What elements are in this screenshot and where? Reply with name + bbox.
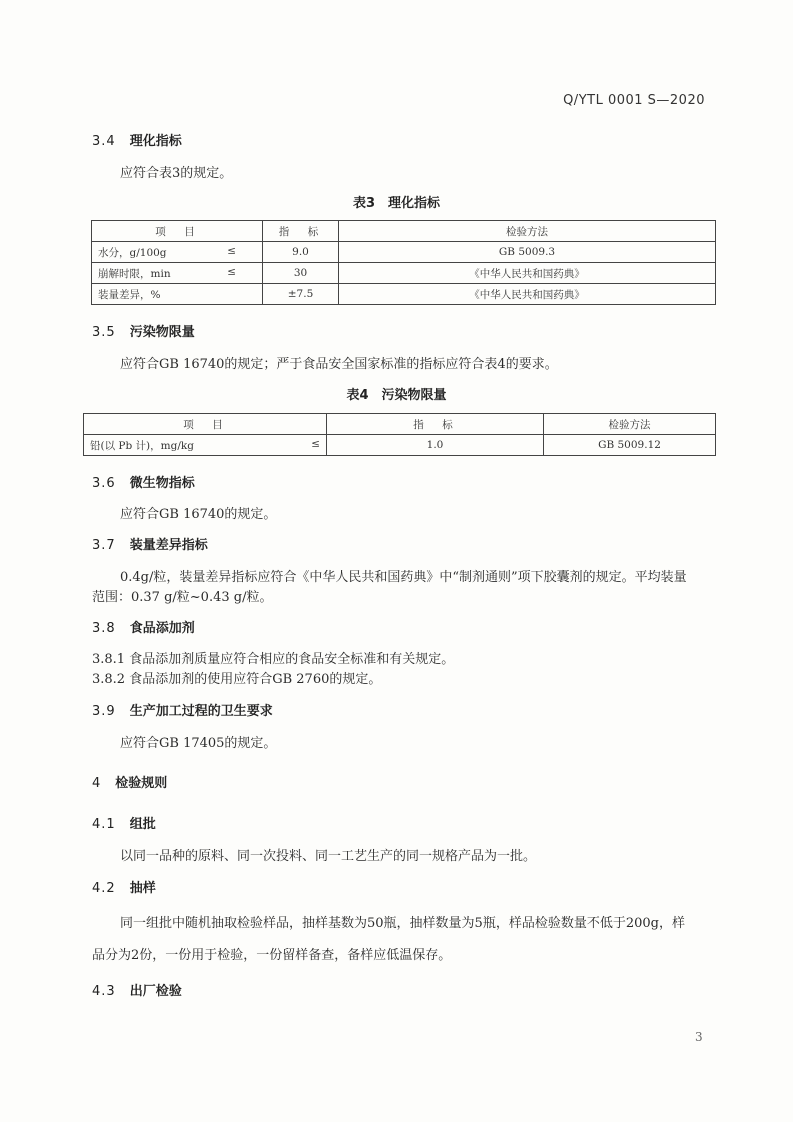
section-3-9-heading [92,700,273,719]
section-title: 食品添加剂 [129,621,195,636]
section-4-2-heading [92,877,156,896]
section-number: 3.6 [92,476,116,491]
section-number: 3.8 [92,621,116,636]
item-cell: 崩解时限，min ≤ [92,263,263,284]
table-header-cell: 检验方法 [339,221,716,242]
section-title: 装量差异指标 [129,538,208,553]
section-3-5-heading [92,321,195,340]
section-3-7-text-line1: 0.4g/粒，装量差异指标应符合《中华人民共和国药典》中“制剂通则”项下胶囊剂的规定。平均装量 [120,570,687,585]
value-cell: ±7.5 [263,284,339,305]
section-title: 检验规则 [115,776,168,791]
section-number: 3.5 [92,325,116,340]
section-3-7-heading [92,534,208,553]
le-symbol: ≤ [311,437,320,450]
value-cell: 1.0 [327,435,544,456]
le-symbol: ≤ [227,244,236,257]
section-3-7-text-line2: 范围：0.37 g/粒~0.43 g/粒。 [92,590,273,605]
section-title: 理化指标 [129,134,182,149]
section-number: 3.9 [92,704,116,719]
table-3-caption: 表3 理化指标 [352,196,441,211]
table-header-cell: 项 目 [92,221,263,242]
section-number: 3.4 [92,134,116,149]
section-3-8-2: 3.8.2 食品添加剂的使用应符合GB 2760的规定。 [92,672,382,687]
section-number: 4.1 [92,817,116,832]
section-title: 生产加工过程的卫生要求 [129,704,273,719]
method-cell: GB 5009.12 [544,435,716,456]
section-3-5-text: 应符合GB 16740的规定；严于食品安全国家标准的指标应符合表4的要求。 [120,357,558,372]
method-cell: GB 5009.3 [339,242,716,263]
table-header-cell: 检验方法 [544,414,716,435]
value-cell: 30 [263,263,339,284]
section-title: 抽样 [129,881,156,896]
section-number: 4.2 [92,881,116,896]
table-row [92,263,716,284]
section-number: 4.3 [92,984,116,999]
table-header-cell: 指 标 [263,221,339,242]
section-4-2-text-line1: 同一组批中随机抽取检验样品，抽样基数为50瓶，抽样数量为5瓶，样品检验数量不低于200g，样 [120,916,685,931]
table-header-cell: 项 目 [84,414,327,435]
standard-number: Q/YTL 0001 S—2020 [563,93,705,108]
value-cell: 9.0 [263,242,339,263]
le-symbol: ≤ [227,265,236,278]
section-4-1-heading [92,813,156,832]
item-cell: 铅(以 Pb 计)，mg/kg ≤ [84,435,327,456]
table-3 [91,220,716,305]
section-title: 出厂检验 [129,984,182,999]
section-title: 污染物限量 [129,325,195,340]
section-3-4-heading [92,130,182,149]
page-number: 3 [695,1030,703,1044]
section-4-3-heading [92,980,182,999]
table-4-caption: 表4 污染物限量 [346,388,447,403]
section-title: 组批 [129,817,156,832]
item-cell: 水分，g/100g ≤ [92,242,263,263]
table-row [84,435,716,456]
item-cell: 装量差异，% [92,284,263,305]
section-4-heading [92,772,167,791]
section-4-1-text: 以同一品种的原料、同一次投料、同一工艺生产的同一规格产品为一批。 [120,849,537,864]
method-cell: 《中华人民共和国药典》 [339,284,716,305]
table-4 [83,413,716,456]
table-header-cell: 指 标 [327,414,544,435]
section-3-8-1: 3.8.1 食品添加剂质量应符合相应的食品安全标准和有关规定。 [92,652,455,667]
section-number: 4 [92,776,102,791]
table-row [92,242,716,263]
section-title: 微生物指标 [129,476,195,491]
section-3-8-heading [92,617,195,636]
section-3-9-text: 应符合GB 17405的规定。 [120,736,277,751]
section-3-4-text: 应符合表3的规定。 [120,166,233,181]
section-4-2-text-line2: 品分为2份，一份用于检验，一份留样备查，备样应低温保存。 [92,948,452,963]
table-row [92,284,716,305]
section-number: 3.7 [92,538,116,553]
section-3-6-heading [92,472,195,491]
method-cell: 《中华人民共和国药典》 [339,263,716,284]
section-3-6-text: 应符合GB 16740的规定。 [120,507,277,522]
